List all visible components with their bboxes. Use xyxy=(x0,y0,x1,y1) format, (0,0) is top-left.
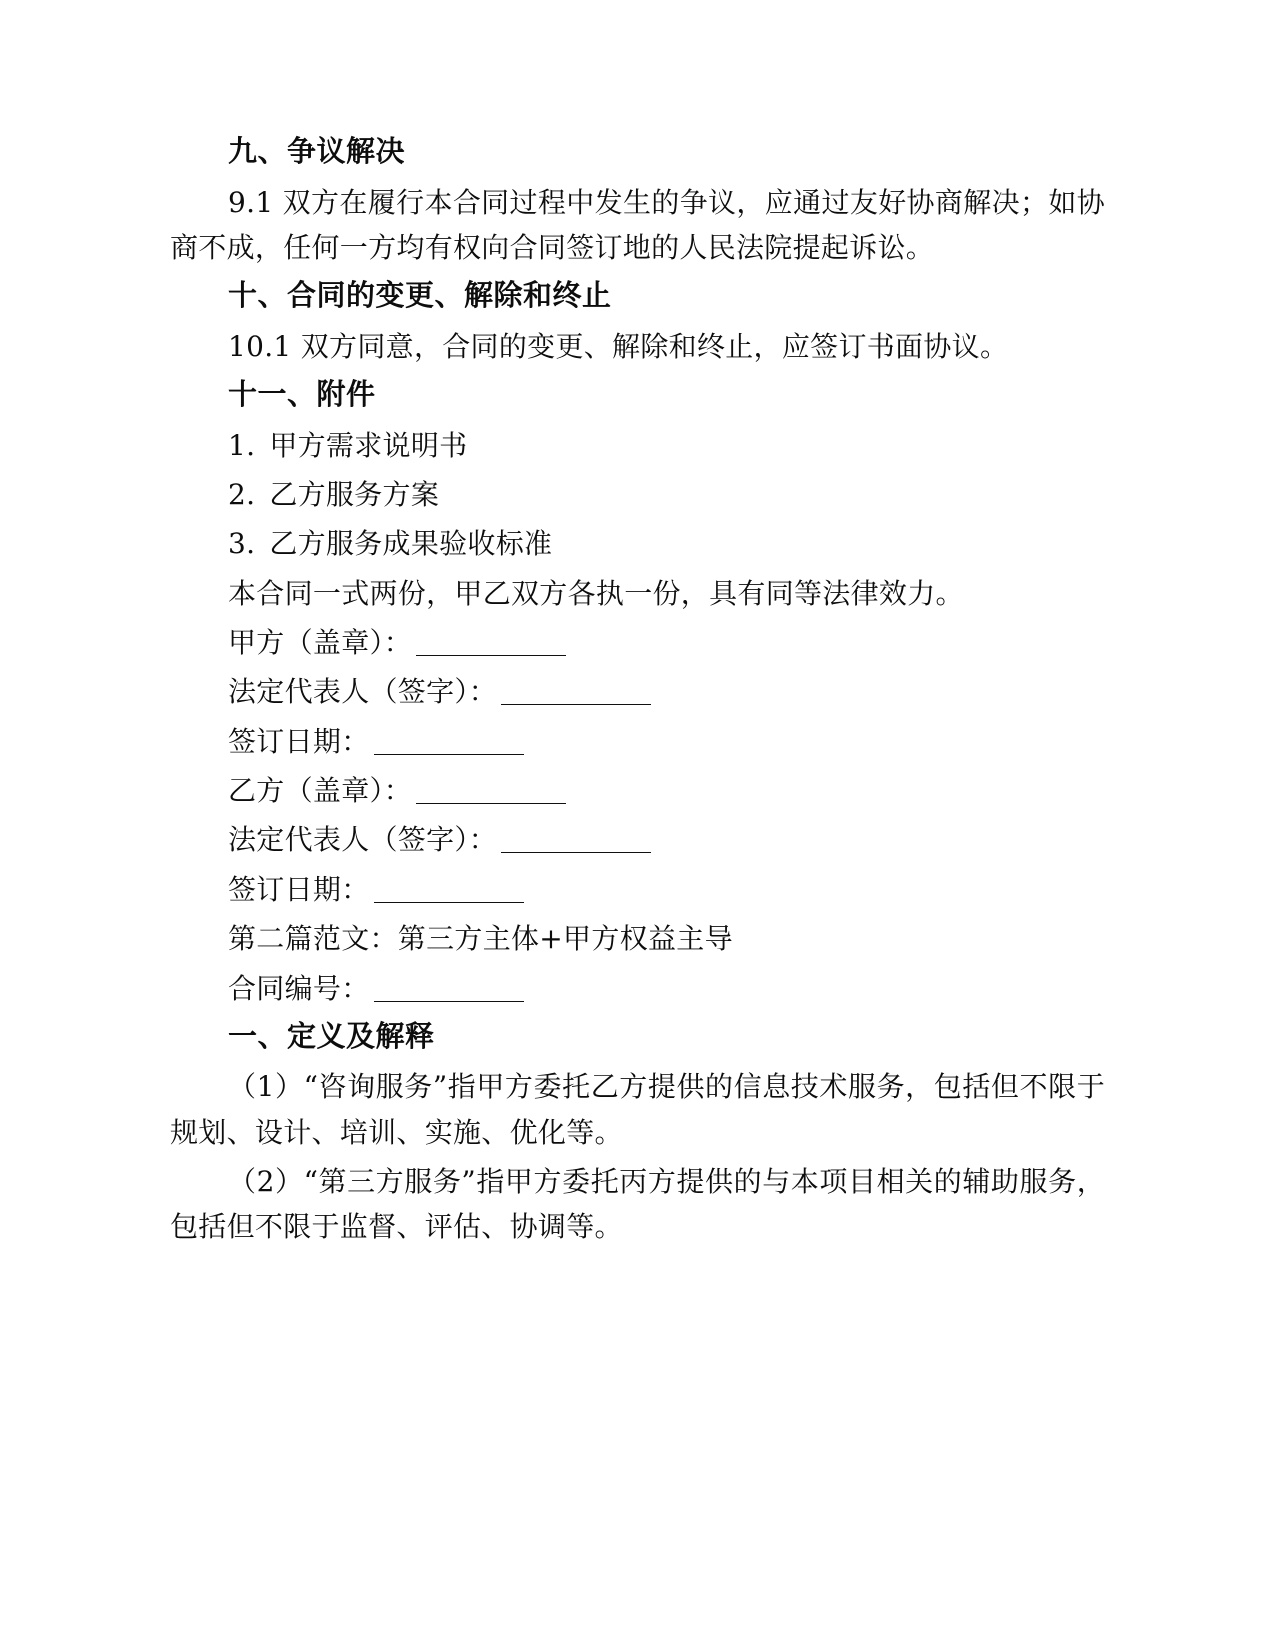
clause-9-1: 9.1 双方在履行本合同过程中发生的争议，应通过友好协商解决；如协商不成，任何一方均有权向合同签订地的人民法院提起诉讼。 xyxy=(170,185,1105,264)
attachment-item-1 xyxy=(170,423,1105,468)
signature-party-a-date xyxy=(170,719,1105,764)
field-label: 签订日期： xyxy=(228,872,370,906)
fill-in-blank[interactable] xyxy=(416,803,566,804)
field-label: 签订日期： xyxy=(228,724,370,758)
signature-party-b-date xyxy=(170,867,1105,912)
definition-item-1: （1）“咨询服务”指甲方委托乙方提供的信息技术服务，包括但不限于规划、设计、培训、实施、优化等。 xyxy=(170,1070,1105,1149)
list-item-number: 1. xyxy=(228,428,256,462)
signature-party-a-legal-rep xyxy=(170,669,1105,714)
contract-number-field xyxy=(170,966,1105,1011)
document-body xyxy=(170,130,1105,1250)
field-label: 法定代表人（签字）： xyxy=(228,823,498,857)
copies-statement: 本合同一式两份，甲乙双方各执一份，具有同等法律效力。 xyxy=(228,576,964,610)
fill-in-blank[interactable] xyxy=(374,902,524,903)
section-heading-dispute: 九、争议解决 xyxy=(228,134,406,168)
field-label: 合同编号： xyxy=(228,971,370,1005)
list-item-label: 乙方服务成果验收标准 xyxy=(269,527,553,561)
attachment-item-3 xyxy=(170,521,1105,566)
clause-10-1: 10.1 双方同意，合同的变更、解除和终止，应签订书面协议。 xyxy=(228,329,1009,363)
second-template-title: 第二篇范文：第三方主体+甲方权益主导 xyxy=(228,922,733,956)
attachment-item-2 xyxy=(170,472,1105,517)
section-heading-attachments: 十一、附件 xyxy=(228,377,376,412)
fill-in-blank[interactable] xyxy=(416,655,566,656)
list-item-number: 2. xyxy=(228,477,256,511)
signature-party-a-seal xyxy=(170,620,1105,665)
fill-in-blank[interactable] xyxy=(374,1001,524,1002)
fill-in-blank[interactable] xyxy=(374,754,524,755)
fill-in-blank[interactable] xyxy=(501,852,651,853)
field-label: 甲方（盖章）： xyxy=(228,626,413,660)
signature-party-b-seal xyxy=(170,768,1105,813)
field-label: 乙方（盖章）： xyxy=(228,774,413,808)
list-item-label: 甲方需求说明书 xyxy=(269,428,468,462)
definition-item-2: （2）“第三方服务”指甲方委托丙方提供的与本项目相关的辅助服务，包括但不限于监督、评估、协调等。 xyxy=(170,1165,1105,1244)
list-item-label: 乙方服务方案 xyxy=(269,477,440,511)
signature-party-b-legal-rep xyxy=(170,817,1105,862)
section-heading-definitions: 一、定义及解释 xyxy=(228,1018,435,1053)
list-item-number: 3. xyxy=(228,527,256,561)
fill-in-blank[interactable] xyxy=(501,704,651,705)
section-heading-change-termination: 十、合同的变更、解除和终止 xyxy=(228,278,612,313)
field-label: 法定代表人（签字）： xyxy=(228,675,498,709)
